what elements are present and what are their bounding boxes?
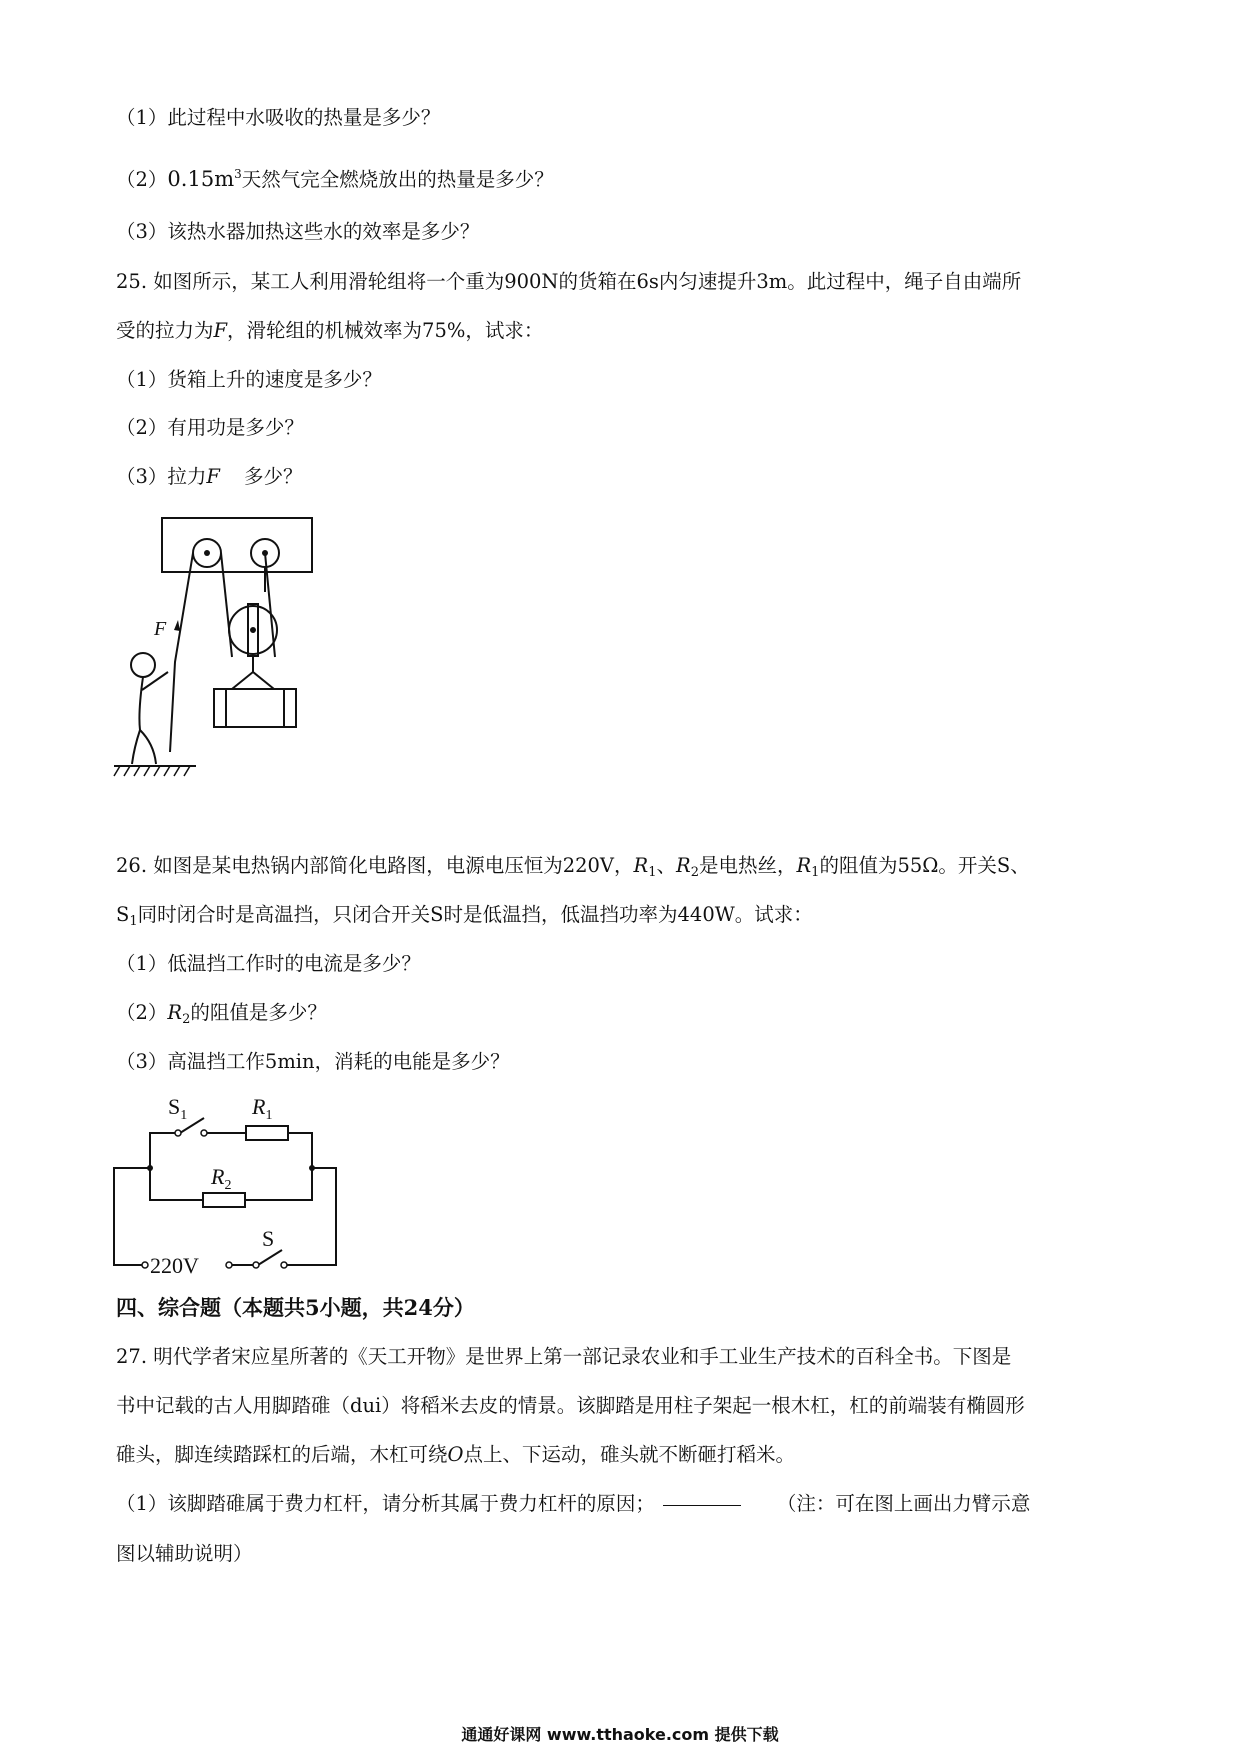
q26-stem-line1: 26. 如图是某电热锅内部简化电路图，电源电压恒为220V，$R_1$、$R_2$是电热丝，$R_1$的阻值为55Ω。开关S、 [116, 854, 1030, 880]
switch-s-blade [258, 1250, 282, 1265]
q25-sub1: （1）货箱上升的速度是多少？ [116, 368, 382, 391]
q26-sub2: $(2)R_2$的阻值是多少？ [116, 1001, 327, 1027]
q25-sub3: （3）拉力F 多少？ [116, 465, 303, 488]
switch-s-label: S [262, 1226, 275, 1251]
q24-sub1: （1）此过程中水吸收的热量是多少？ [116, 106, 441, 129]
q25-stem-line1: 25. 如图所示，某工人利用滑轮组将一个重为900N的货箱在6s内匀速提升3m。此过程中，绳子自由端所 [116, 270, 1022, 293]
q24-sub3: （3）该热水器加热这些水的效率是多少？ [116, 220, 480, 243]
pulley-system-figure [110, 512, 330, 780]
resistor-r2-label: $R_2$ [211, 1164, 232, 1193]
q26-sub1: （1）低温挡工作时的电流是多少？ [116, 952, 421, 975]
resistor-r1 [246, 1126, 288, 1140]
q26-sub3: （3）高温挡工作5min，消耗的电能是多少？ [116, 1050, 510, 1073]
answer-blank[interactable] [663, 1505, 741, 1506]
q27-sub1-cont: 图以辅助说明） [116, 1542, 253, 1565]
ceiling-beam [162, 518, 312, 572]
q27-stem-line1: 27. 明代学者宋应星所著的《天工开物》是世界上第一部记录农业和手工业生产技术的百科全书。下图是 [116, 1345, 1012, 1368]
switch-s1-label: $S_1$ [168, 1094, 188, 1123]
rope-free-end [170, 553, 193, 752]
resistor-r2 [203, 1193, 245, 1207]
worker-head [131, 653, 155, 677]
q25-stem-line2: 受的拉力为F，滑轮组的机械效率为75%，试求： [116, 319, 544, 342]
q26-stem-line2: $S_1$同时闭合时是高温挡，只闭合开关S时是低温挡，低温挡功率为440W。试求： [116, 903, 813, 929]
circuit-diagram [108, 1088, 348, 1278]
q27-stem-line2: 书中记载的古人用脚踏碓（dui）将稻米去皮的情景。该脚踏是用柱子架起一根木杠，杠的前端装有椭圆形 [116, 1394, 1025, 1417]
q27-stem-line3: 碓头，脚连续踏踩杠的后端，木杠可绕O点上、下运动，碓头就不断砸打稻米。 [116, 1443, 796, 1466]
voltage-label: 220V [150, 1253, 199, 1278]
q24-sub2: $(2)0.15m^3$天然气完全燃烧放出的热量是多少？ [116, 167, 554, 191]
q27-sub1: （1）该脚踏碓属于费力杠杆，请分析其属于费力杠杆的原因； （注：可在图上画出力臂示意 [116, 1492, 1031, 1515]
force-arrow-head [174, 620, 180, 631]
q25-sub2: （2）有用功是多少？ [116, 416, 304, 439]
page-footer: 通通好课网 www.tthaoke.com 提供下载 [461, 1725, 779, 1744]
section-4-heading: 四、综合题（本题共5小题，共24分） [116, 1295, 475, 1320]
resistor-r1-label: $R_1$ [252, 1094, 273, 1123]
force-label: F [154, 618, 167, 640]
